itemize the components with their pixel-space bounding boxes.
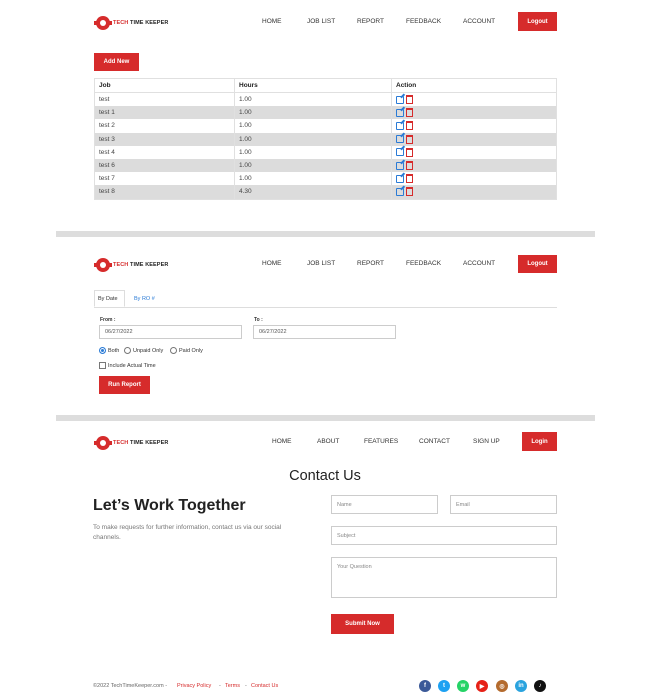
radio-paid-label: Paid Only: [179, 347, 203, 354]
action-cell: [392, 185, 557, 199]
trash-icon[interactable]: [406, 174, 413, 183]
logo-word-1: TECH: [113, 262, 129, 268]
footer-copyright: ©2022 TechTimeKeeper.com -: [93, 683, 168, 689]
logo-word-3: KEEPER: [145, 262, 169, 268]
table-row: [95, 159, 557, 172]
nav-features[interactable]: FEATURES: [364, 438, 399, 445]
gear-logo-icon: [96, 16, 110, 30]
job-cell: test 4: [95, 146, 235, 159]
contact-headline: Let’s Work Together: [93, 497, 246, 514]
add-new-button[interactable]: Add New: [94, 53, 139, 71]
hours-cell: 1.00: [235, 146, 392, 159]
to-date-input[interactable]: 06/27/2022: [253, 325, 396, 339]
logo[interactable]: [96, 436, 168, 450]
edit-icon[interactable]: [396, 135, 404, 143]
table-row: [95, 106, 557, 119]
section-divider: [56, 415, 595, 421]
nav-report[interactable]: REPORT: [357, 260, 384, 267]
subject-input[interactable]: Subject: [331, 526, 557, 545]
logo[interactable]: [96, 258, 168, 272]
nav-about[interactable]: ABOUT: [317, 438, 340, 445]
logo-text: [113, 440, 168, 446]
from-label: From :: [100, 317, 116, 323]
hours-cell: 4.30: [235, 185, 392, 199]
action-cell: [392, 172, 557, 185]
column-header-job: Job: [95, 79, 235, 93]
nav-account[interactable]: ACCOUNT: [463, 18, 496, 25]
nav-contact[interactable]: CONTACT: [419, 438, 450, 445]
tiktok-icon[interactable]: ♪: [534, 680, 546, 692]
nav-home[interactable]: HOME: [262, 18, 282, 25]
logo-word-3: KEEPER: [145, 20, 169, 26]
edit-icon[interactable]: [396, 109, 404, 117]
logo-word-1: TECH: [113, 440, 129, 446]
hours-cell: 1.00: [235, 133, 392, 146]
run-report-button[interactable]: Run Report: [99, 376, 150, 394]
gear-logo-icon: [96, 436, 110, 450]
trash-icon[interactable]: [406, 121, 413, 130]
job-cell: test 1: [95, 106, 235, 119]
nav-job-list[interactable]: JOB LIST: [307, 18, 336, 25]
tab-by-ro[interactable]: By RO #: [134, 296, 155, 302]
section-divider: [56, 231, 595, 237]
column-header-hours: Hours: [235, 79, 392, 93]
action-cell: [392, 119, 557, 132]
logo-text: [113, 20, 168, 26]
jobs-table: [94, 78, 557, 200]
contact-title: Contact Us: [289, 468, 361, 484]
instagram-icon[interactable]: ◎: [496, 680, 508, 692]
edit-icon[interactable]: [396, 148, 404, 156]
trash-icon[interactable]: [406, 95, 413, 104]
include-actual-time-checkbox[interactable]: [99, 362, 156, 369]
logo-word-3: KEEPER: [145, 440, 169, 446]
job-cell: test 3: [95, 133, 235, 146]
hours-cell: 1.00: [235, 159, 392, 172]
radio-both[interactable]: [99, 347, 119, 354]
from-date-input[interactable]: 06/27/2022: [99, 325, 242, 339]
footer-privacy-link[interactable]: Privacy Policy: [177, 683, 212, 689]
table-row: [95, 172, 557, 185]
hours-cell: 1.00: [235, 172, 392, 185]
radio-paid[interactable]: [170, 347, 203, 354]
checkbox-icon[interactable]: [99, 362, 106, 369]
contact-description: To make requests for further information, contact us via our social channels.: [93, 524, 282, 541]
question-textarea[interactable]: Your Question: [331, 557, 557, 598]
name-input[interactable]: Name: [331, 495, 438, 514]
logo-text: [113, 262, 168, 268]
linkedin-icon[interactable]: in: [515, 680, 527, 692]
login-button[interactable]: Login: [522, 432, 557, 451]
nav-job-list[interactable]: JOB LIST: [307, 260, 336, 267]
footer-contact-link[interactable]: Contact Us: [251, 683, 279, 689]
hours-cell: 1.00: [235, 119, 392, 132]
tab-underline: [94, 307, 557, 308]
nav-home[interactable]: HOME: [262, 260, 282, 267]
radio-unpaid[interactable]: [124, 347, 163, 354]
table-row: [95, 119, 557, 132]
gear-logo-icon: [96, 258, 110, 272]
whatsapp-icon[interactable]: w: [457, 680, 469, 692]
logo-word-2: TIME: [130, 440, 144, 446]
trash-icon[interactable]: [406, 161, 413, 170]
table-row: [95, 93, 557, 107]
logo-word-2: TIME: [130, 20, 144, 26]
radio-icon[interactable]: [124, 347, 131, 354]
to-label: To :: [254, 317, 263, 323]
twitter-icon[interactable]: t: [438, 680, 450, 692]
job-cell: test 8: [95, 185, 235, 199]
action-cell: [392, 133, 557, 146]
job-cell: test: [95, 93, 235, 107]
trash-icon[interactable]: [406, 108, 413, 117]
logout-button[interactable]: Logout: [518, 255, 557, 273]
radio-both-label: Both: [108, 347, 120, 354]
nav-report[interactable]: REPORT: [357, 18, 384, 25]
action-cell: [392, 93, 557, 107]
radio-icon[interactable]: [170, 347, 177, 354]
logout-button[interactable]: Logout: [518, 12, 557, 31]
radio-checked-icon[interactable]: [99, 347, 106, 354]
trash-icon[interactable]: [406, 135, 413, 144]
table-header-row: [95, 79, 557, 93]
hours-cell: 1.00: [235, 93, 392, 107]
radio-unpaid-label: Unpaid Only: [133, 347, 164, 354]
trash-icon[interactable]: [406, 187, 413, 196]
footer-terms-link[interactable]: Terms: [225, 683, 240, 689]
nav-feedback[interactable]: FEEDBACK: [406, 260, 442, 267]
nav-feedback[interactable]: FEEDBACK: [406, 18, 442, 25]
email-input[interactable]: Email: [450, 495, 557, 514]
include-actual-time-label: Include Actual Time: [108, 362, 156, 369]
job-cell: test 6: [95, 159, 235, 172]
nav-account[interactable]: ACCOUNT: [463, 260, 496, 267]
youtube-icon[interactable]: ▶: [476, 680, 488, 692]
action-cell: [392, 159, 557, 172]
table-row: [95, 146, 557, 159]
action-cell: [392, 106, 557, 119]
nav-home[interactable]: HOME: [272, 438, 292, 445]
edit-icon[interactable]: [396, 188, 404, 196]
nav-sign-up[interactable]: SIGN UP: [473, 438, 500, 445]
footer-separator: -: [219, 683, 221, 689]
logo-word-1: TECH: [113, 20, 129, 26]
logo-word-2: TIME: [130, 262, 144, 268]
tab-by-date[interactable]: By Date: [98, 296, 118, 302]
column-header-action: Action: [392, 79, 557, 93]
table-row: [95, 185, 557, 199]
submit-now-button[interactable]: Submit Now: [331, 614, 394, 634]
edit-icon[interactable]: [396, 122, 404, 130]
job-cell: test 7: [95, 172, 235, 185]
edit-icon[interactable]: [396, 162, 404, 170]
action-cell: [392, 146, 557, 159]
edit-icon[interactable]: [396, 175, 404, 183]
job-cell: test 2: [95, 119, 235, 132]
logo[interactable]: [96, 16, 168, 30]
trash-icon[interactable]: [406, 148, 413, 157]
table-row: [95, 133, 557, 146]
facebook-icon[interactable]: f: [419, 680, 431, 692]
footer-separator: -: [245, 683, 247, 689]
edit-icon[interactable]: [396, 96, 404, 104]
hours-cell: 1.00: [235, 106, 392, 119]
